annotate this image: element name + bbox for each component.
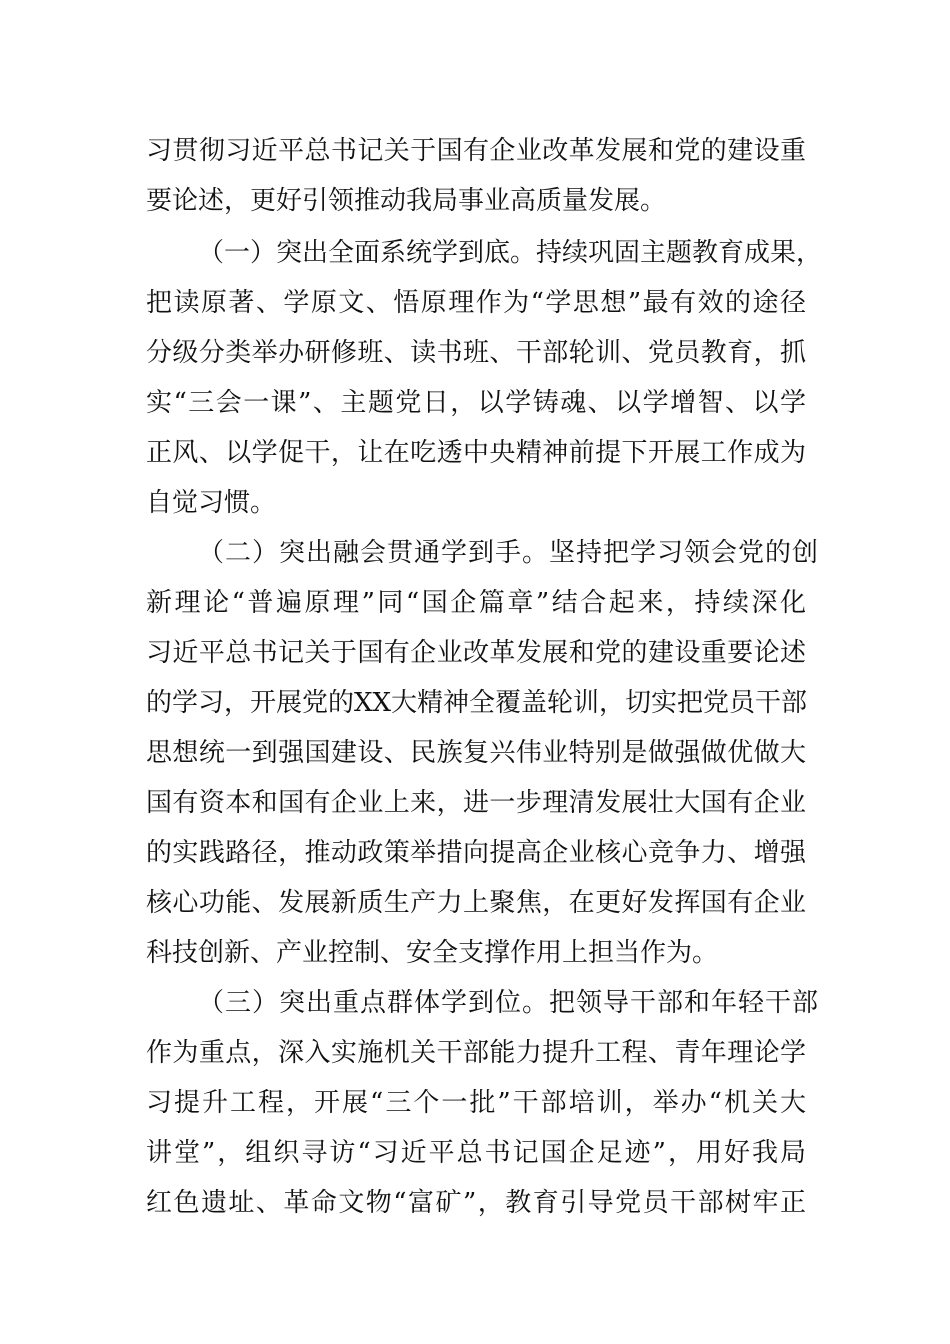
text-line: 新理论“普遍原理”同“国企篇章”结合起来，持续深化 — [146, 588, 806, 618]
text-line: 红色遗址、革命文物“富矿”，教育引导党员干部树牢正 — [146, 1188, 806, 1218]
text-line: 讲堂”，组织寻访“习近平总书记国企足迹”，用好我局 — [146, 1138, 806, 1168]
text-line: 核心功能、发展新质生产力上聚焦，在更好发挥国有企业 — [146, 888, 806, 918]
text-line: 实“三会一课”、主题党日，以学铸魂、以学增智、以学 — [146, 388, 806, 418]
text-line: 分级分类举办研修班、读书班、干部轮训、党员教育，抓 — [146, 338, 806, 368]
text-line: 要论述，更好引领推动我局事业高质量发展。 — [146, 186, 667, 216]
text-line: 习近平总书记关于国有企业改革发展和党的建设重要论述 — [146, 638, 806, 668]
paragraph-heading-line: （三）突出重点群体学到位。把领导干部和年轻干部 — [198, 988, 818, 1018]
paragraph-heading-line: （一）突出全面系统学到底。持续巩固主题教育成果， — [198, 238, 823, 268]
text-line: 的学习，开展党的XX大精神全覆盖轮训，切实把党员干部 — [146, 688, 808, 718]
text-line: 国有资本和国有企业上来，进一步理清发展壮大国有企业 — [146, 788, 806, 818]
paragraph-heading-line: （二）突出融会贯通学到手。坚持把学习领会党的创 — [198, 538, 818, 568]
text-line: 把读原著、学原文、悟原理作为“学思想”最有效的途径 — [146, 288, 806, 318]
text-line: 习贯彻习近平总书记关于国有企业改革发展和党的建设重 — [146, 136, 806, 166]
text-line: 科技创新、产业控制、安全支撑作用上担当作为。 — [146, 938, 719, 968]
text-line: 习提升工程，开展“三个一批”干部培训，举办“机关大 — [146, 1088, 806, 1118]
text-line: 作为重点，深入实施机关干部能力提升工程、青年理论学 — [146, 1038, 806, 1068]
text-line: 的实践路径，推动政策举措向提高企业核心竞争力、增强 — [146, 838, 806, 868]
text-line: 正风、以学促干，让在吃透中央精神前提下开展工作成为 — [146, 438, 806, 468]
text-line: 自觉习惯。 — [146, 488, 277, 518]
text-line: 思想统一到强国建设、民族复兴伟业特别是做强做优做大 — [146, 738, 806, 768]
